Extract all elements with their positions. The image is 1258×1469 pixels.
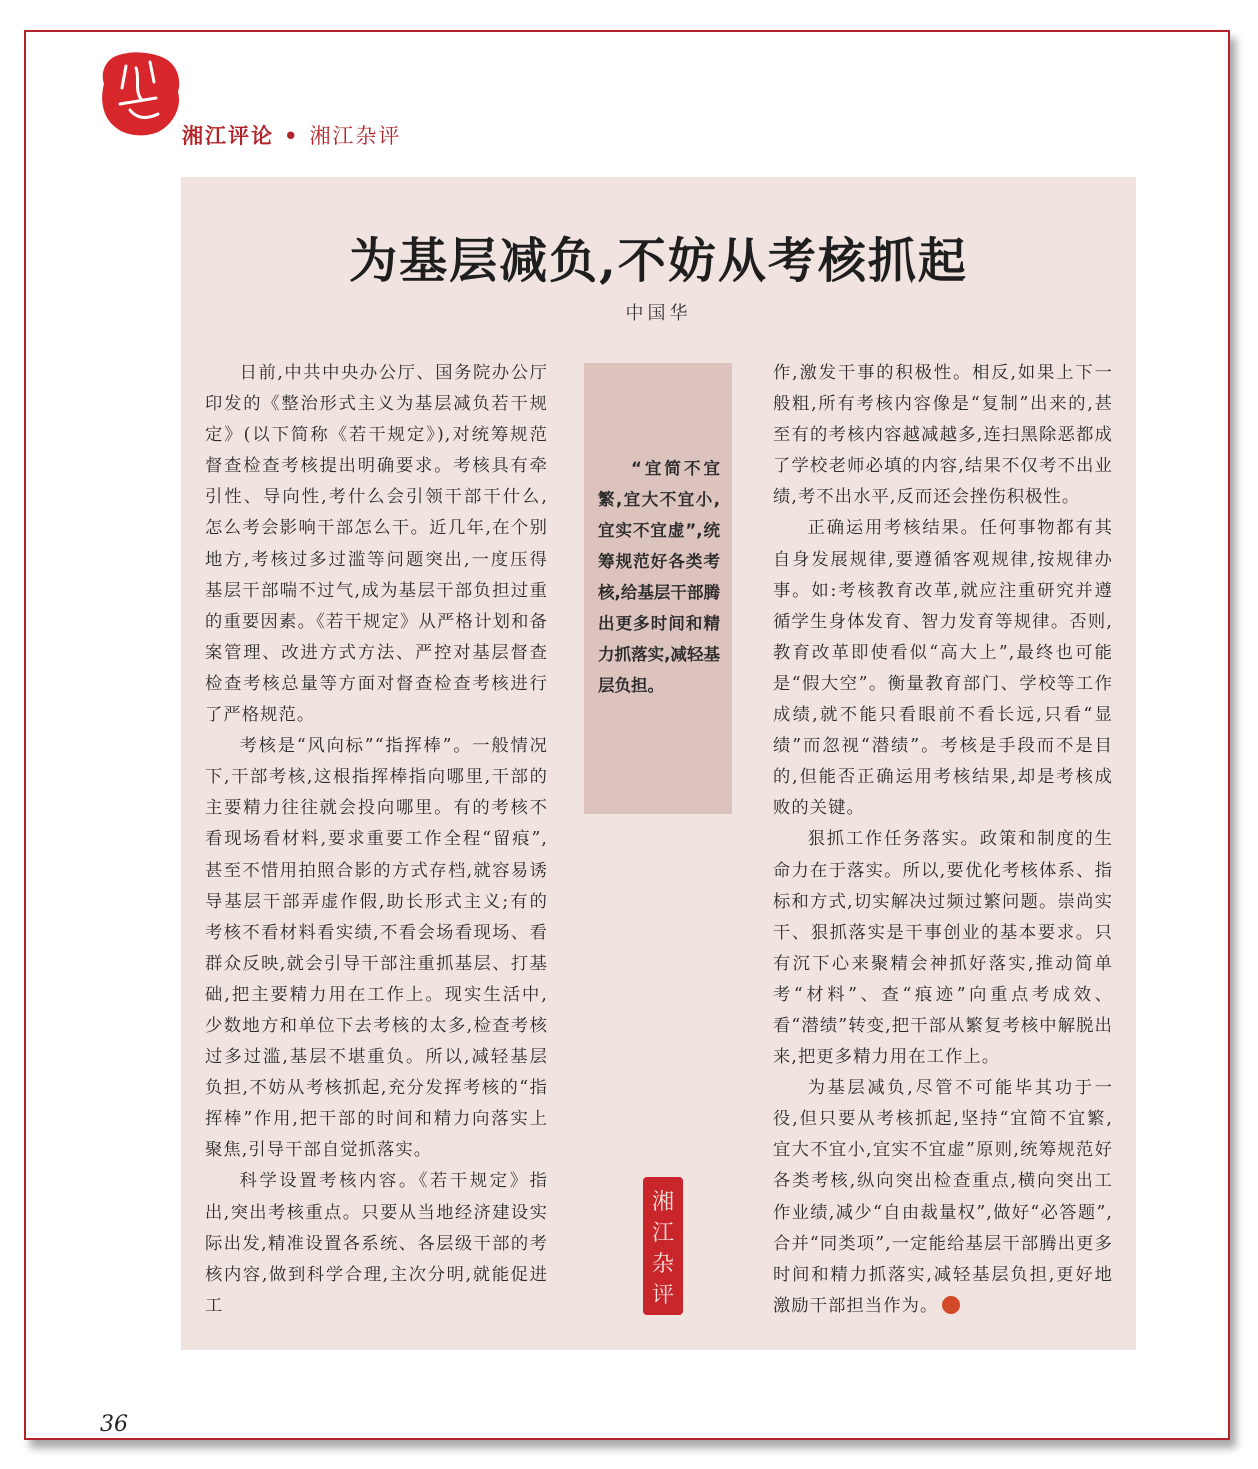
closing-paragraph-text: 为基层减负,尽管不可能毕其功于一役,但只要从考核抓起,坚持“宜简不宜繁,宜大不宜小,宜实不宜虚”原则,统筹规范好各类考核,纵向突出检查重点,横向突出工作业绩,减少“自由裁量权”,做好“必答题”,合并“同类项”,一定能给基层干部腾出更多时间和精力抓落实,减轻基层负担,更好地激励干部担当作为。 [773, 1078, 1113, 1316]
body-paragraph: 日前,中共中央办公厅、国务院办公厅印发的《整治形式主义为基层减负若干规定》(以下简称《若干规定》),对统筹规范督查检查考核提出明确要求。考核具有牵引性、导向性,考什么会引领干部干什么,怎么考会影响干部怎么干。近几年,在个别地方,考核过多过滥等问题突出,一度压得基层干部喘不过气,成为基层干部负担过重的重要因素。《若干规定》从严格计划和备案管理、改进方式方法、严控对基层督查检查考核总量等方面对督查检查考核进行了严格规范。 [205, 363, 548, 726]
closing-paragraph [773, 1073, 1113, 1322]
body-paragraph-continued: 作,激发干事的积极性。相反,如果上下一般粗,所有考核内容像是“复制”出来的,甚至有的考核内容越减越多,连扫黑除恶都成了学校老师必填的内容,结果不仅考不出业绩,考不出水平,反而还会挫伤积极性。 [773, 363, 1113, 508]
end-mark-icon [942, 1296, 960, 1314]
seal-char: 评 [651, 1283, 674, 1308]
body-paragraph: 正确运用考核结果。任何事物都有其自身发展规律,要遵循客观规律,按规律办事。如:考核教育改革,就应注重研究并遵循学生身体发育、智力发育等规律。否则,教育改革即使看似“高大上”,最终也可能是“假大空”。衡量教育部门、学校等工作成绩,就不能只看眼前不看长远,只看“显绩”而忽视“潜绩”。考核是手段而不是目的,但能否正确运用考核结果,却是考核成败的关键。 [773, 518, 1113, 819]
pull-quote-text: “宜简不宜繁,宜大不宜小,宜实不宜虚”,统筹规范好各类考核,给基层干部腾出更多时间和精力抓落实,减轻基层负担。 [598, 459, 720, 695]
section-subcategory: 湘江杂评 [309, 124, 402, 148]
page-number: 36 [100, 1412, 128, 1437]
pull-quote-box [584, 363, 732, 814]
article-column-left [205, 358, 548, 1322]
article-panel [181, 177, 1136, 1350]
article-column-right [773, 358, 1113, 1322]
seal-char: 江 [651, 1221, 674, 1246]
article-author: 中国华 [625, 303, 692, 324]
body-paragraph: 科学设置考核内容。《若干规定》指出,突出考核重点。只要从当地经济建设实际出发,精准设置各系统、各层级干部的考核内容,做到科学合理,主次分明,就能促进工 [205, 1171, 548, 1316]
section-header [182, 120, 401, 150]
body-paragraph: 考核是“风向标”“指挥棒”。一般情况下,干部考核,这根指挥棒指向哪里,干部的主要精力往往就会投向哪里。有的考核不看现场看材料,要求重要工作全程“留痕”,甚至不惜用拍照合影的方式存档,就容易诱导基层干部弄虚作假,助长形式主义;有的考核不看材料看实绩,不看会场看现场、看群众反映,就会引导干部注重抓基层、打基础,把主要精力用在工作上。现实生活中,少数地方和单位下去考核的太多,检查考核过多过滥,基层不堪重负。所以,减轻基层负担,不妨从考核抓起,充分发挥考核的“指挥棒”作用,把干部的时间和精力向落实上聚焦,引导干部自觉抓落实。 [205, 736, 548, 1161]
seal-char: 湘 [651, 1190, 674, 1215]
xiangjiang-pinglun-logo [96, 48, 184, 140]
section-separator: • [284, 124, 300, 148]
article-title: 为基层减负,不妨从考核抓起 [349, 233, 968, 289]
xiangjiang-zaping-seal [643, 1177, 683, 1315]
section-category: 湘江评论 [182, 124, 274, 148]
body-paragraph: 狠抓工作任务落实。政策和制度的生命力在于落实。所以,要优化考核体系、指标和方式,切实解决过频过繁问题。崇尚实干、狠抓落实是干事创业的基本要求。只有沉下心来聚精会神抓好落实,推动简单考“材料”、查“痕迹”向重点考成效、看“潜绩”转变,把干部从繁复考核中解脱出来,把更多精力用在工作上。 [773, 829, 1113, 1068]
seal-char: 杂 [651, 1252, 674, 1277]
